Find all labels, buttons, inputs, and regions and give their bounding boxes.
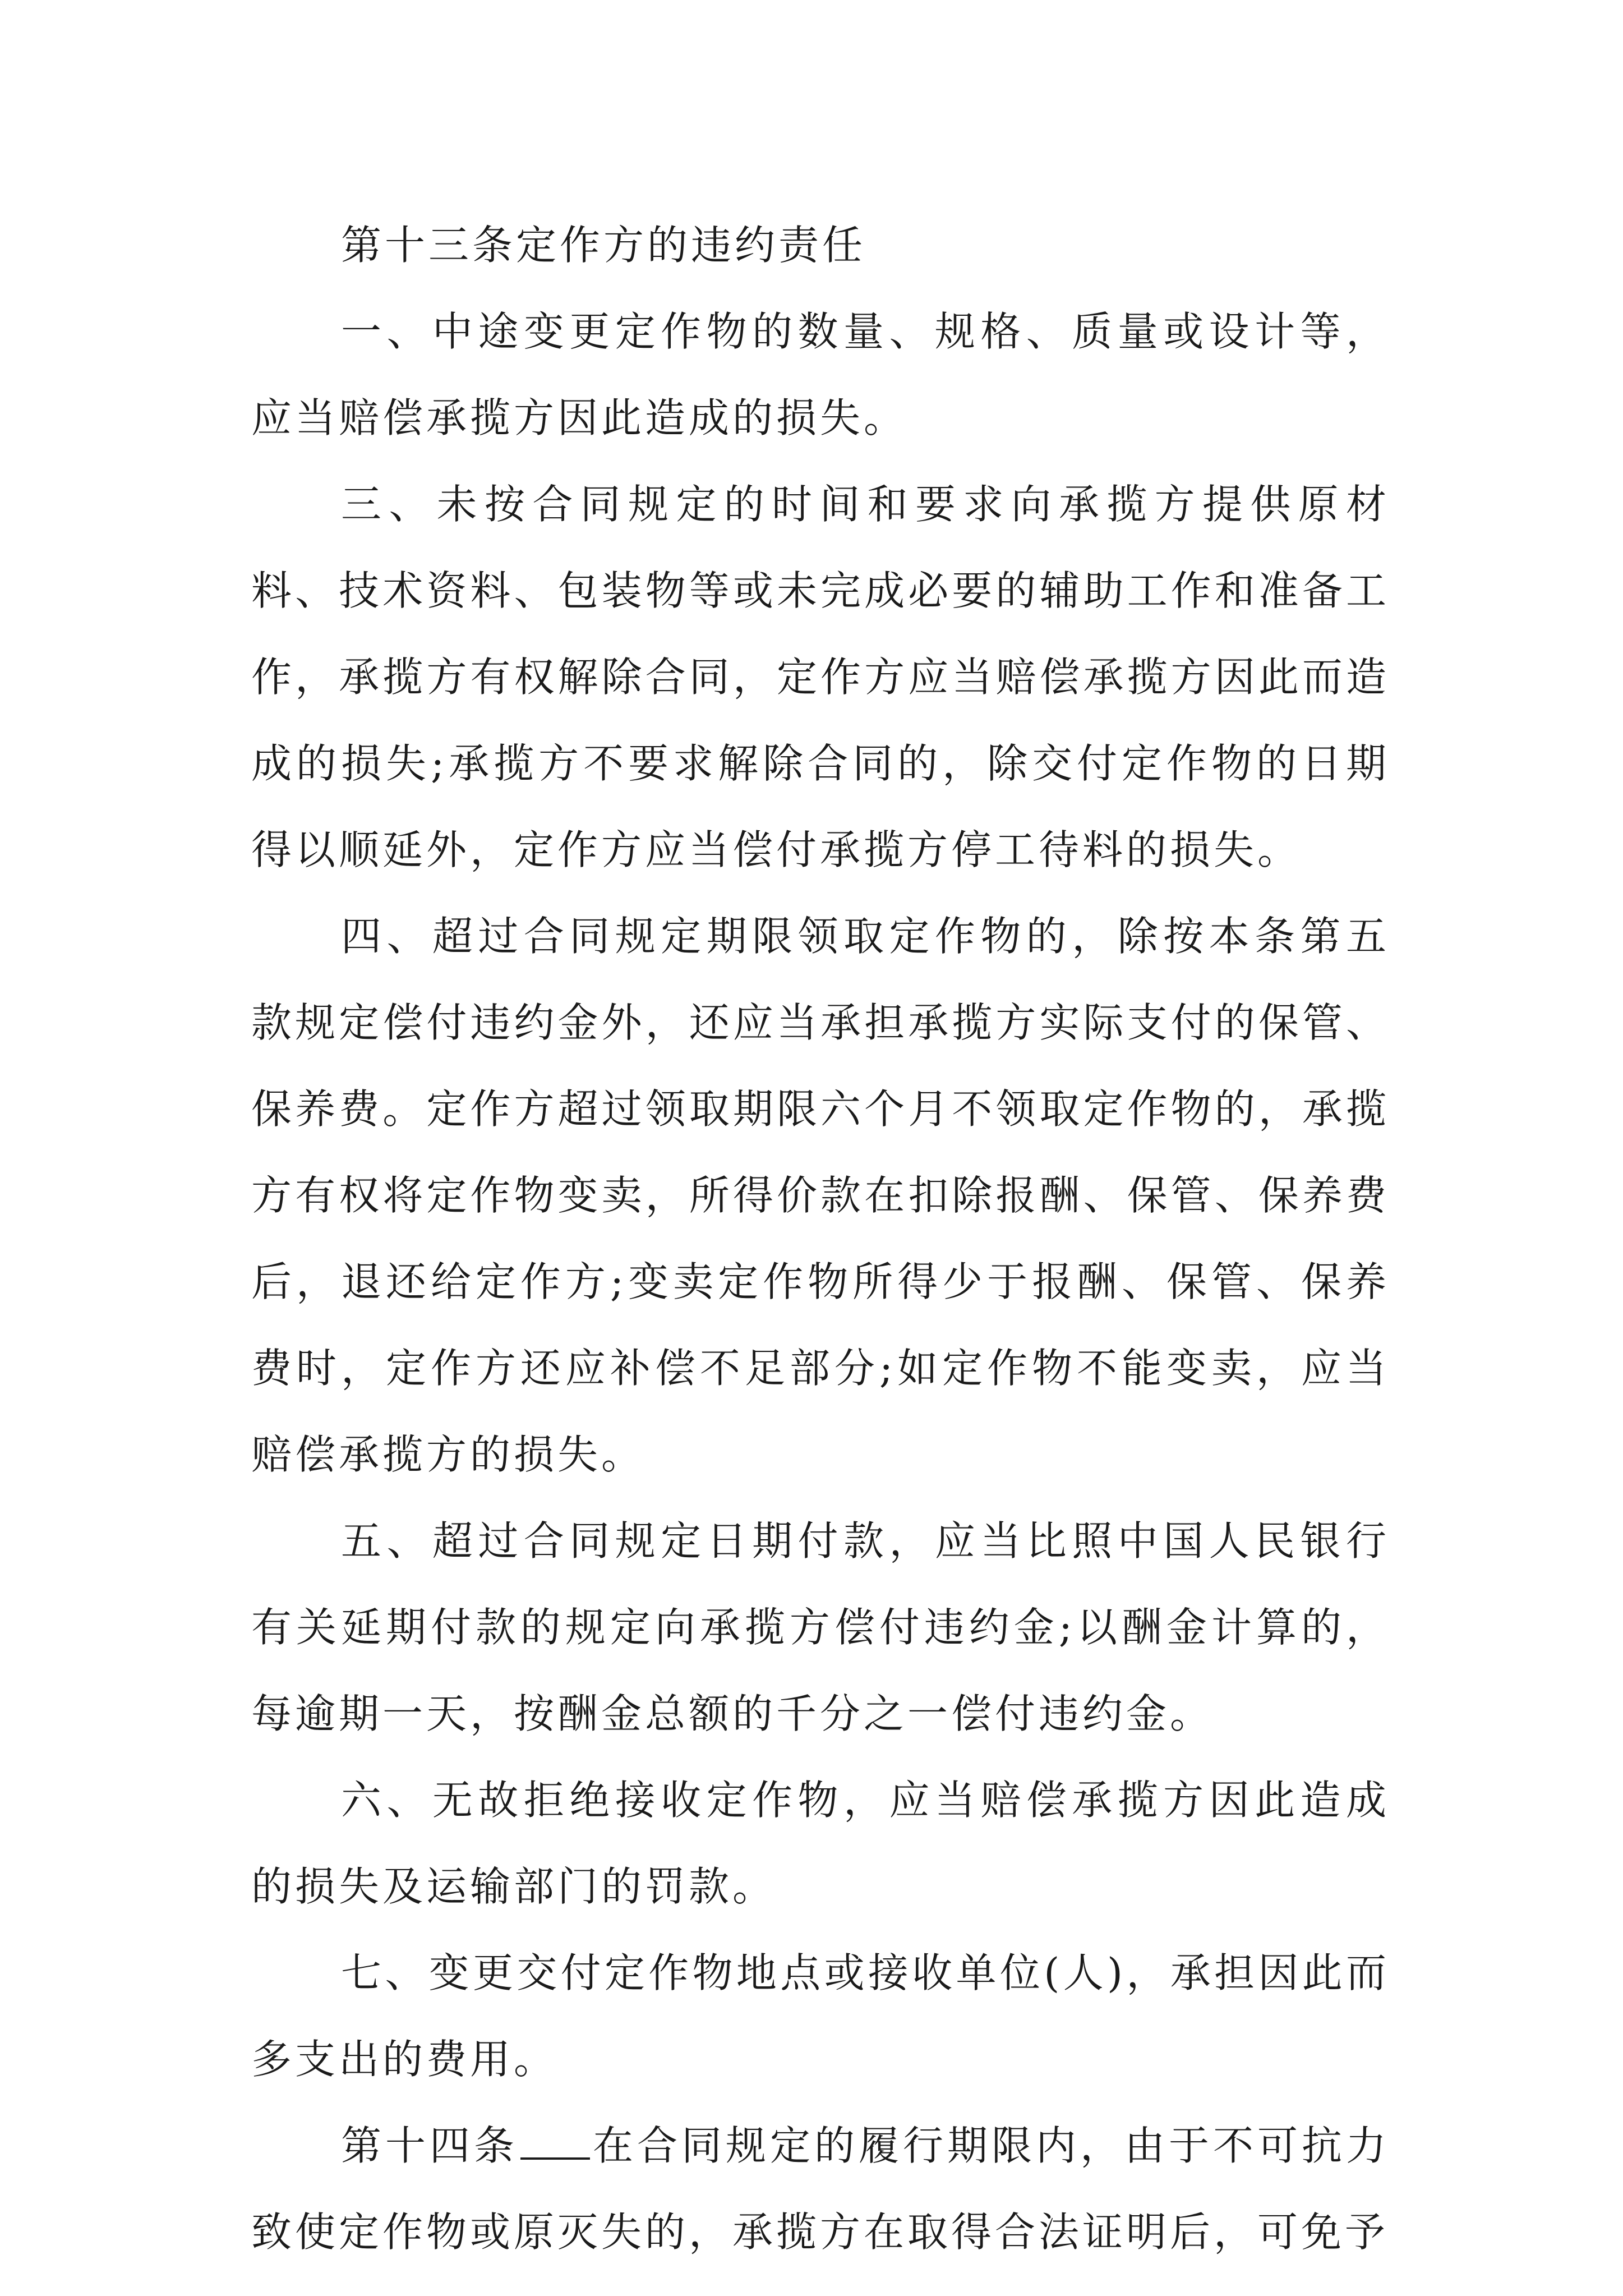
- clause-4: 四、超过合同规定期限领取定作物的，除按本条第五款规定偿付违约金外，还应当承担承揽方实际支付的保管、保养费。定作方超过领取期限六个月不领取定作物的，承揽方有权将定作物变卖，所得价款在扣除报酬、保管、保养费后，退还给定作方;变卖定作物所得少于报酬、保管、保养费时，定作方还应补偿不足部分;如定作物不能变卖，应当赔偿承揽方的损失。: [251, 913, 1390, 1478]
- article-14-prefix: 第十四条: [341, 2122, 518, 2169]
- article-13-heading: 第十三条定作方的违约责任: [341, 222, 866, 269]
- clause-5: 五、超过合同规定日期付款，应当比照中国人民银行有关延期付款的规定向承揽方偿付违约金;以酬金计算的，每逾期一天，按酬金总额的千分之一偿付违约金。: [251, 1517, 1390, 1737]
- clause-3: 三、未按合同规定的时间和要求向承揽方提供原材料、技术资料、包装物等或未完成必要的辅助工作和准备工作，承揽方有权解除合同，定作方应当赔偿承揽方因此而造成的损失;承揽方不要求解除合同的，除交付定作物的日期得以顺延外，定作方应当偿付承揽方停工待料的损失。: [251, 481, 1390, 873]
- clause-6: 六、无故拒绝接收定作物，应当赔偿承揽方因此造成的损失及运输部门的罚款。: [251, 1777, 1390, 1910]
- article-14-text: 在合同规定的履行期限内，由于不可抗力致使定作物或原灭失的，承揽方在取得合法证明后，可免予: [251, 2122, 1390, 2256]
- clause-1: 一、中途变更定作物的数量、规格、质量或设计等，应当赔偿承揽方因此造成的损失。: [251, 308, 1390, 441]
- article-14: [251, 2102, 1390, 2275]
- clause-7: 七、变更交付定作物地点或接收单位(人)，承担因此而多支出的费用。: [251, 1949, 1390, 2083]
- fill-in-blank: [520, 2124, 590, 2160]
- document-body: [251, 202, 1390, 2275]
